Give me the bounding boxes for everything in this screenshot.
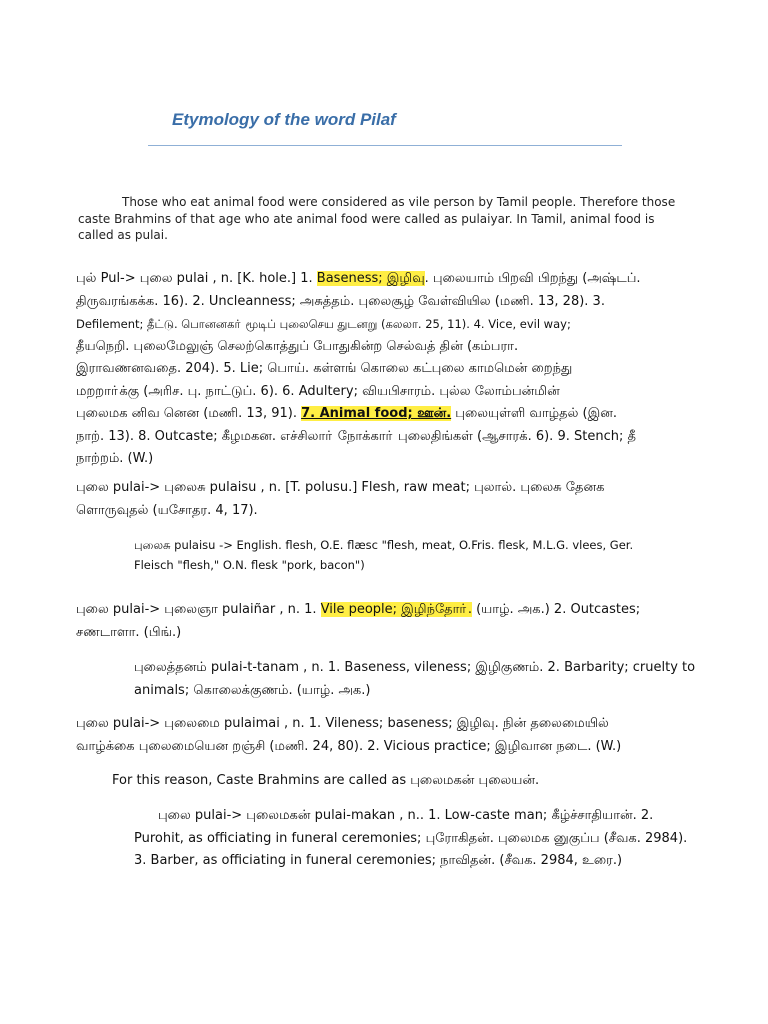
entry-text: புலையுள்ளி வாழ்தல் (இன. xyxy=(451,406,617,421)
entry-line: புலை pulai-> புலைமகன் pulai-makan , n.. 1. Low-caste man; கீழ்ச்சாதியான். 2. xyxy=(158,808,654,823)
entry-pulaittanam xyxy=(134,657,754,702)
entry-line: புலை pulai-> புலைமை pulaimai , n. 1. Vileness; baseness; இழிவு. நின் தலைமையில் xyxy=(76,716,609,731)
entry-line xyxy=(76,403,696,426)
entry-line: Fleisch "flesh," O.N. flesk "pork, bacon") xyxy=(134,558,365,572)
highlight-baseness: Baseness; இழிவு xyxy=(316,271,425,286)
entry-text: . புலையாம் பிறவி பிறந்து (அஷ்டப். xyxy=(424,271,641,286)
entry-line: திருவரங்கக்க. 16). 2. Uncleanness; அசுத்தம். புலைசூழ் வேள்வியில (மணி. 13, 28). 3. xyxy=(76,293,605,309)
highlight-vile-people: Vile people; இழிந்தோா். xyxy=(320,602,472,617)
entry-line: 3. Barber, as officiating in funeral ceremonies; நாவிதன். (சீவக. 2984, உரை.) xyxy=(134,853,623,868)
entry-line: புலைத்தனம் pulai-t-tanam , n. 1. Baseness, vileness; இழிகுணம். 2. Barbarity; cruelty to xyxy=(134,660,696,675)
page-title: Etymology of the word Pilaf xyxy=(172,110,396,129)
entry-pul xyxy=(76,268,696,471)
intro-text: Those who eat animal food were considered as vile person by Tamil people. Therefore those caste Brahmins of that age who ate animal food were called as pulaiyar. In Tamil, animal food is called as pulai. xyxy=(78,195,676,242)
entry-line: இராவணனவதை. 204). 5. Lie; பொய். கள்ளங் கொலை கட்புலை காமமென் றைந்து xyxy=(76,361,573,376)
intro-paragraph xyxy=(78,194,678,244)
entry-line: சணடாளா. (பிங்.) xyxy=(76,624,182,640)
entry-text: புலை pulai-> புலைஞா pulaiñar , n. 1. xyxy=(76,602,321,617)
entry-pulaisu xyxy=(76,477,696,522)
entry-line: தீயநெறி. புலைமேலுஞ் செலற்கொத்துப் போதுகின்ற செல்வத் தின் (கம்பரா. xyxy=(76,338,519,354)
entry-text: புலைமக னிவ னென (மணி. 13, 91). xyxy=(76,406,302,421)
entry-line xyxy=(76,599,696,622)
caste-brahmins-note xyxy=(112,770,732,793)
entry-line: வாழ்க்கை புலைமையென றஞ்சி (மணி. 24, 80). 2. Vicious practice; இழிவான நடை. (W.) xyxy=(76,738,622,754)
entry-text: (யாழ். அக.) 2. Outcastes; xyxy=(471,602,641,617)
entry-line: animals; கொலைக்குணம். (யாழ். அக.) xyxy=(134,682,371,698)
entry-line: புலை pulai-> புலைசு pulaisu , n. [T. polusu.] Flesh, raw meat; புலால். புலைசு தேனக xyxy=(76,480,605,495)
entry-line xyxy=(76,268,696,291)
entry-line: புலைசு pulaisu -> English. flesh, O.E. flæsc "flesh, meat, O.Fris. flesk, M.L.G. vlees, Ger. xyxy=(134,538,634,552)
entry-english-flesh xyxy=(134,535,754,575)
entry-line: நாற். 13). 8. Outcaste; கீழமகன. எச்சிலாா் நோக்காா் புலைதிங்கள் (ஆசாரக். 6). 9. Stench; தீ xyxy=(76,428,636,444)
entry-pulaimakan xyxy=(134,805,754,873)
entry-pulaimai xyxy=(76,713,696,758)
title-underline xyxy=(148,145,622,146)
entry-line: மறறாா்க்கு (அரிச. பு. நாட்டுப். 6). 6. Adultery; வியபிசாரம். புல்ல லோம்பன்மின் xyxy=(76,383,560,399)
entry-line: நாற்றம். (W.) xyxy=(76,451,154,466)
entry-text: புல் Pul-> புலை pulai , n. [K. hole.] 1. xyxy=(76,271,317,286)
entry-line: Defilement; தீட்டு. பொனனகா் மூடிப் புலைசெய துடனறு (கலலா. 25, 11). 4. Vice, evil way; xyxy=(76,317,571,331)
entry-line: For this reason, Caste Brahmins are called as புலைமகன் புலையன். xyxy=(112,773,540,788)
entry-line: Purohit, as officiating in funeral ceremonies; புரோகிதன். புலைமக னுகுப்ப (சீவக. 2984). xyxy=(134,830,688,846)
entry-line: ளொருவுதல் (யசோதர. 4, 17). xyxy=(76,502,258,518)
highlight-animal-food: 7. Animal food; ஊன். xyxy=(301,406,452,421)
entry-pulainar xyxy=(76,599,696,644)
